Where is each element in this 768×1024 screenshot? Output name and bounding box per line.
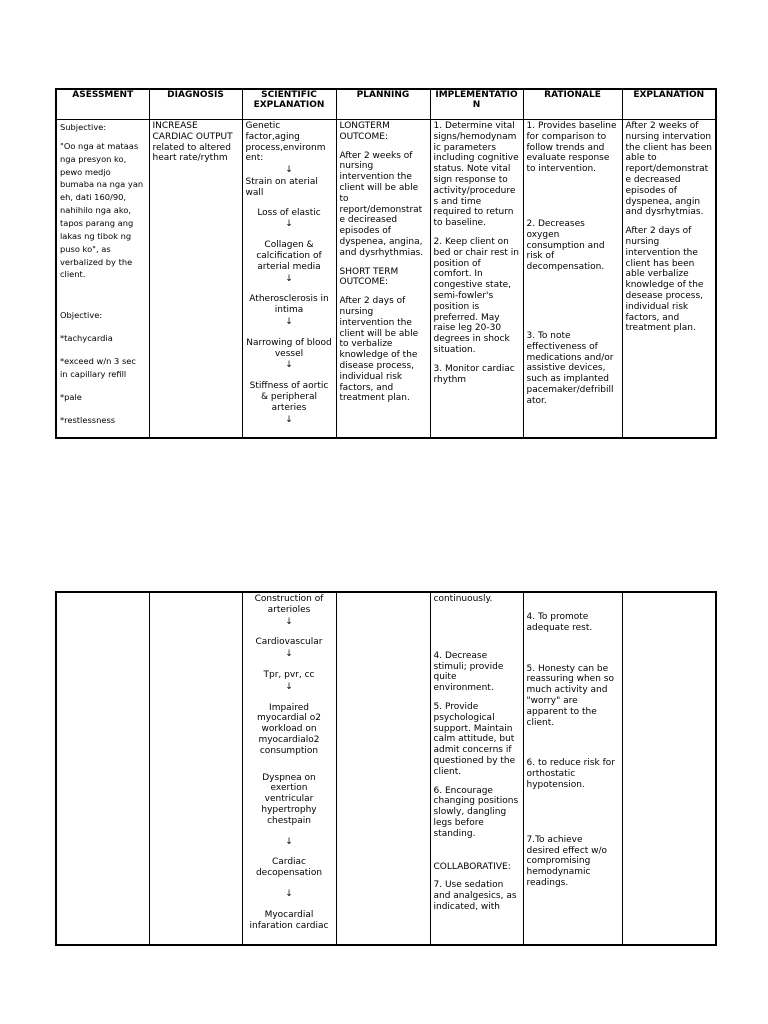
care-plan-table-page-2 bbox=[55, 591, 717, 946]
header-diagnosis: DIAGNOSIS bbox=[149, 89, 242, 120]
header-implementation: IMPLEMENTATIO N bbox=[430, 89, 523, 120]
implementation-cell bbox=[430, 120, 523, 439]
explanation-cell-continued bbox=[622, 592, 716, 945]
rationale-item: 5. Honesty can be reassuring when so much activity and "worry" are apparent to the client. bbox=[526, 663, 614, 728]
pathophysiology-step: Atherosclerosis in intima bbox=[249, 294, 329, 316]
rationale-item: 4. To promote adequate rest. bbox=[526, 612, 593, 633]
objective-item: *exceed w/n 3 sec in capillary refill bbox=[60, 356, 136, 379]
objective-item: *tachycardia bbox=[60, 333, 113, 344]
intervention-item: 5. Provide psychological support. Maintain calm attitude, but admit concerns if questioned by the client. bbox=[433, 701, 516, 777]
down-arrow-icon: ↓ bbox=[285, 836, 293, 847]
header-row bbox=[56, 89, 716, 120]
rationale-item: 2. Decreases oxygen consumption and risk of decompensation. bbox=[526, 218, 605, 273]
pathophysiology-step: Myocardial infaration cardiac bbox=[249, 909, 329, 931]
objective-item: *pale bbox=[60, 391, 82, 402]
evaluation-item: After 2 weeks of nursing intervation the client has been able to report/demonstrat e decreased episodes of dyspenea, angin and dysrhytmias. bbox=[625, 121, 712, 218]
pathophysiology-step: Construction of arterioles bbox=[254, 594, 324, 615]
subjective-quote: "Oo nga at mataas nga presyon ko, pewo medjo bumaba na nga yan eh, dati 160/90, nahihilo nga ako, tapos parang ang lakas ng tibok ng puso ko", as verbalized by the client. bbox=[60, 140, 144, 280]
rationale-item: 1. Provides baseline for comparison to follow trends and evaluate response to intervention. bbox=[526, 121, 617, 175]
pathophysiology-step: Stiffness of aortic & peripheral arteries bbox=[249, 381, 329, 413]
objective-item: *restlessness bbox=[60, 414, 116, 425]
pathophysiology-step: Genetic factor,aging process,environm ent: bbox=[245, 121, 326, 164]
diagnosis-text: INCREASE CARDIAC OUTPUT related to altered heart rate/rythm bbox=[152, 121, 233, 164]
down-arrow-icon: ↓ bbox=[285, 616, 293, 627]
down-arrow-icon: ↓ bbox=[285, 165, 293, 176]
down-arrow-icon: ↓ bbox=[285, 681, 293, 692]
explanation-cell bbox=[622, 120, 716, 439]
objective-label: Objective: bbox=[60, 310, 103, 321]
evaluation-item: After 2 days of nursing intervention the client has been able verbalize knowledge of the desease process, individual risk factors, and treatment plan. bbox=[625, 226, 704, 334]
rationale-cell-continued bbox=[523, 592, 622, 945]
rationale-item: 6. to reduce risk for orthostatic hypotension. bbox=[526, 758, 615, 790]
rationale-item: 3. To note effectiveness of medications and/or assistive devices, such as implanted pacemaker/defribill ator. bbox=[526, 330, 614, 406]
planning-cell bbox=[336, 120, 430, 439]
down-arrow-icon: ↓ bbox=[285, 414, 293, 425]
pathophysiology-step: Dyspnea on exertion ventricular hypertrophy chestpain bbox=[261, 772, 317, 826]
pathophysiology-step: Impaired myocardial o2 workload on myocardialo2 consumption bbox=[257, 702, 321, 756]
intervention-item: 7. Use sedation and analgesics, as indicated, with bbox=[433, 880, 517, 912]
header-rationale: RATIONALE bbox=[523, 89, 622, 120]
content-row bbox=[56, 120, 716, 439]
diagnosis-cell bbox=[149, 120, 242, 439]
rationale-cell bbox=[523, 120, 622, 439]
planning-cell-continued bbox=[336, 592, 430, 945]
longterm-outcome-text: After 2 weeks of nursing intervention the client will be able to report/demonstrat e decireased episodes of dyspenea, angina, and dysrhythmias. bbox=[339, 150, 424, 258]
assessment-cell bbox=[56, 120, 149, 439]
down-arrow-icon: ↓ bbox=[285, 888, 293, 899]
pathophysiology-step: Narrowing of blood vessel bbox=[246, 337, 332, 359]
pathophysiology-step: Collagen & calcification of arterial media bbox=[256, 240, 322, 272]
down-arrow-icon: ↓ bbox=[285, 316, 293, 327]
subjective-label: Subjective: bbox=[60, 122, 107, 132]
header-explanation: EXPLANATION bbox=[622, 89, 716, 120]
intervention-item: 1. Determine vital signs/hemodynam ic parameters including cognitive status. Note vital sign response to activity/procedure s and time required to return to baseline. bbox=[433, 121, 519, 229]
pathophysiology-step: Loss of elastic bbox=[257, 207, 321, 218]
down-arrow-icon: ↓ bbox=[285, 360, 293, 371]
shortterm-outcome-label: SHORT TERM OUTCOME: bbox=[339, 266, 399, 288]
pathophysiology-step: Tpr, pvr, cc bbox=[263, 669, 315, 680]
intervention-item: 6. Encourage changing positions slowly, dangling legs before standing. bbox=[433, 785, 519, 839]
down-arrow-icon: ↓ bbox=[285, 219, 293, 230]
pathophysiology-step: Cardiovascular bbox=[255, 637, 323, 648]
collaborative-label: COLLABORATIVE: bbox=[433, 861, 511, 872]
intervention-item: 2. Keep client on bed or chair rest in position of comfort. In congestive state, semi-fowler's position is preferred. May raise leg 20-30 degrees in shock situation. bbox=[433, 236, 519, 355]
down-arrow-icon: ↓ bbox=[285, 649, 293, 660]
scientific-explanation-cell bbox=[242, 120, 336, 439]
diagnosis-cell-continued bbox=[149, 592, 242, 945]
shortterm-outcome-text: After 2 days of nursing intervention the client will be able to verbalize knowledge of the disease process, individual risk factors, and treatment plan. bbox=[339, 296, 419, 404]
assessment-cell-continued bbox=[56, 592, 149, 945]
content-row bbox=[56, 592, 716, 945]
longterm-outcome-label: LONGTERM OUTCOME: bbox=[339, 121, 390, 142]
header-planning: PLANNING bbox=[336, 89, 430, 120]
intervention-item: 3. Monitor cardiac rhythm bbox=[433, 363, 515, 385]
scientific-explanation-cell-continued bbox=[242, 592, 336, 945]
pathophysiology-step: Cardiac decopensation bbox=[255, 857, 323, 879]
rationale-item: 7.To achieve desired effect w/o compromising hemodynamic readings. bbox=[526, 834, 608, 888]
implementation-cell-continued bbox=[430, 592, 523, 945]
intervention-continuation: continuously. bbox=[433, 594, 493, 604]
care-plan-table-page-1 bbox=[55, 88, 717, 439]
intervention-item: 4. Decrease stimuli; provide quite environment. bbox=[433, 650, 504, 694]
header-assessment: ASESSMENT bbox=[56, 89, 149, 120]
down-arrow-icon: ↓ bbox=[285, 273, 293, 284]
header-scientific-explanation: SCIENTIFIC EXPLANATION bbox=[242, 89, 336, 120]
pathophysiology-step: Strain on aterial wall bbox=[245, 176, 318, 198]
